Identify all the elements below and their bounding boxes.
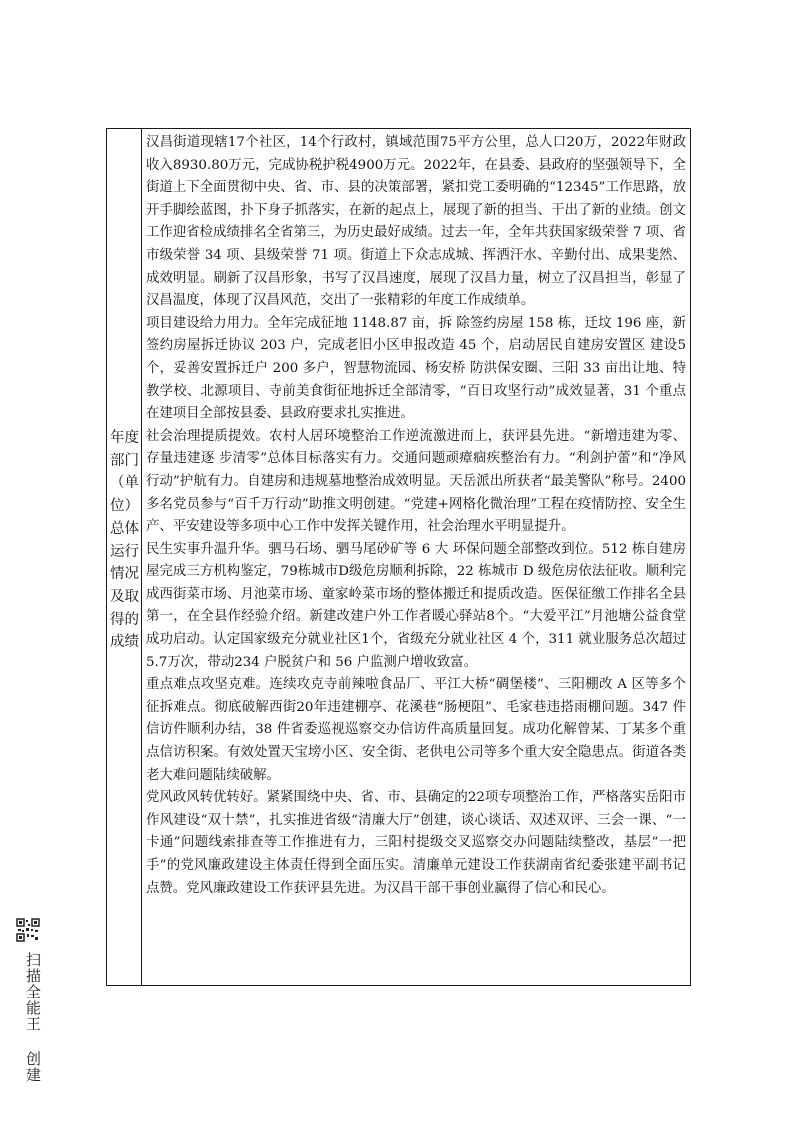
qr-code-icon (16, 918, 40, 942)
report-table (106, 128, 691, 986)
paragraph-party-conduct: 党风政风转优转好。紧紧围绕中央、省、市、县确定的22项专项整治工作，严格落实岳阳市作风建设“双十禁”，扎实推进省级“清廉大厅”创建，谈心谈话、双述双评、三会一课、“一卡通”问题线索排查等工作推进有力，三阳村提级交叉巡察交办问题陆续整改，基层“一把手”的党风廉政建设主体责任得到全面压实。清廉单元建设工作获湖南省纪委张建平副书记点赞。党风廉政建设工作获评县先进。为汉昌干部干事创业赢得了信心和民心。 (146, 790, 686, 896)
paragraph-governance: 社会治理提质提效。农村人居环境整治工作逆流激进而上，获评县先进。“新增违建为零、存量违建逐 步清零”总体目标落实有力。交通问题顽瘴痼疾整治有力。“利剑护蕾”和“净风行动”护航有力。自建房和违规墓地整治成效明显。天岳派出所获者“最美警队”称号。2400多名党员参与“百千万行动”助推文明创建。“党建+网格化微治理”工程在疫情防控、安全生产、平安建设等多项中心工作中发挥关键作用，社会治理水平明显提升。 (146, 428, 686, 535)
content-cell (142, 129, 690, 985)
scanner-watermark: 扫描全能王 创建 (24, 952, 42, 1083)
row-label-cell (107, 129, 142, 985)
paragraph-livelihood: 民生实事升温升华。驷马石场、驷马尾砂矿等 6 大 环保问题全部整改到位。512 栋自建房屋完成三方机构鉴定，79栋城市D级危房顺利拆除，22 栋城市 D 级危房依法征收。顺利完成西街菜市场、月池菜市场、童家岭菜市场的整体搬迁和提质改造。医保征缴工作排名全县第一，在全县作经验介绍。新建改建户外工作者暖心驿站8个。“大爱平江”月池塘公益食堂成功启动。认定国家级充分就业社区1个，省级充分就业社区 4 个，311 就业服务总次超过5.7万次，带动234 户脱贫户和 56 户监测户增收致富。 (146, 541, 686, 670)
paragraph-key-issues: 重点难点攻坚克难。连续攻克寺前辣啦食品厂、平江大桥“碉堡楼”、三阳棚改 A 区等多个征拆难点。彻底破解西街20年违建棚亭、花溪巷“肠梗阻”、毛家巷违搭雨棚问题。347 件信访件顺利办结，38 件省委巡视巡察交办信访件高质量回复。成功化解曾某、丁某多个重点信访积案。有效处置天宝塝小区、安全街、老供电公司等多个重大安全隐患点。街道各类老大难问题陆续破解。 (146, 677, 686, 783)
paragraph-projects: 项目建设给力用力。全年完成征地 1148.87 亩，拆 除签约房屋 158 栋，迁坟 196 座，新签约房屋拆迁协议 203 户，完成老旧小区申报改造 45 个，启动居民自建房安置区 建设5个，妥善安置拆迁户 200 多户，智慧物流园、杨安桥 防洪保安圈、三阳 33 亩出让地、特教学校、北源项目、寺前美食街征地拆迁全部清零，“百日攻坚行动”成效显著，31 个重点在建项目全部按县委、县政府要求扎实推进。 (146, 315, 686, 422)
row-label: 年度部门（单位）总体运行情况及取得的成绩 (110, 430, 139, 651)
paragraph-overview: 汉昌街道现辖17个社区，14个行政村，镇域范围75平方公里，总人口20万，2022年财政收入8930.80万元，完成协税护税4900万元。2022年，在县委、县政府的坚强领导下，全街道上下全面贯彻中央、省、市、县的决策部署，紧扣党工委明确的“12345”工作思路，放开手脚绘蓝图，扑下身子抓落实，在新的起点上，展现了新的担当、干出了新的业绩。创文工作迎省检成绩排名全省第三，为历史最好成绩。过去一年，全年共获国家级荣誉 7 项、省市级荣誉 34 项、县级荣誉 71 项。街道上下众志成城、挥洒汗水、辛勤付出、成果斐然、成效明显。刷新了汉昌形象，书写了汉昌速度，展现了汉昌力量，树立了汉昌担当，彰显了汉昌温度，体现了汉昌风范，交出了一张精彩的年度工作成绩单。 (146, 135, 686, 309)
